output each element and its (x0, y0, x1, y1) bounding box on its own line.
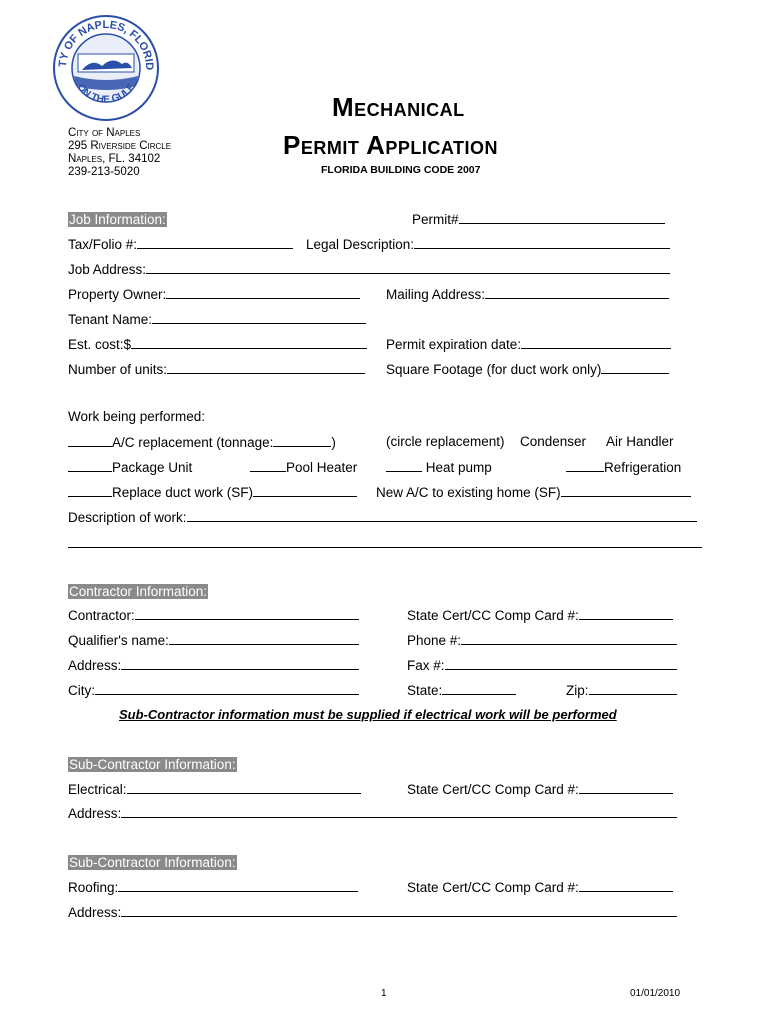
est-cost-label: Est. cost:$ (68, 337, 132, 352)
sub1-state-cert-label: State Cert/CC Comp Card #: (407, 782, 579, 797)
contractor-phone-field[interactable] (407, 632, 677, 648)
roofing-label: Roofing: (68, 880, 119, 895)
package-unit-field[interactable] (68, 459, 192, 475)
refrigeration-field[interactable] (566, 459, 681, 475)
electrical-field[interactable] (68, 781, 361, 797)
ac-replacement-field[interactable] (68, 434, 336, 450)
contractor-state-label: State: (407, 683, 443, 698)
number-of-units-field[interactable] (68, 361, 365, 377)
ac-replacement-label: A/C replacement (tonnage: (112, 435, 274, 450)
square-footage-field[interactable] (386, 361, 669, 377)
sub2-state-cert-label: State Cert/CC Comp Card #: (407, 880, 579, 895)
electrical-label: Electrical: (68, 782, 127, 797)
sub1-section-header: Sub-Contractor Information: (69, 757, 236, 772)
new-ac-field[interactable] (376, 484, 691, 500)
contractor-city-field[interactable] (68, 682, 359, 698)
permit-expiration-field[interactable] (386, 336, 671, 352)
replace-duct-label: Replace duct work (SF) (112, 485, 254, 500)
roofing-field[interactable] (68, 879, 358, 895)
permit-number-field[interactable] (412, 211, 665, 227)
permit-label: Permit# (412, 212, 459, 227)
job-address-field[interactable] (68, 261, 670, 277)
permit-expiration-label: Permit expiration date: (386, 337, 522, 352)
mailing-address-field[interactable] (386, 286, 669, 302)
city-name: City of Naples (68, 127, 141, 139)
mailing-address-label: Mailing Address: (386, 287, 486, 302)
contractor-state-field[interactable] (407, 682, 516, 698)
page-number: 1 (381, 988, 387, 999)
sub1-address-label: Address: (68, 806, 122, 821)
property-owner-label: Property Owner: (68, 287, 167, 302)
number-of-units-label: Number of units: (68, 362, 168, 377)
sub2-address-label: Address: (68, 905, 122, 920)
legal-description-field[interactable] (306, 236, 670, 252)
contractor-section-header: Contractor Information: (69, 584, 208, 599)
contractor-state-cert-field[interactable] (407, 607, 673, 623)
description-label: Description of work: (68, 510, 187, 525)
contractor-address-field[interactable] (68, 657, 359, 673)
ac-close-paren: ) (331, 435, 336, 450)
contractor-fax-label: Fax #: (407, 658, 445, 673)
heat-pump-field[interactable] (386, 459, 492, 475)
contractor-state-cert-label: State Cert/CC Comp Card #: (407, 608, 579, 623)
square-footage-label: Square Footage (for duct work only) (386, 362, 602, 377)
seal-top-text: TY OF NAPLES, FLORID (56, 18, 156, 71)
title-line-1: Mechanical (332, 92, 465, 122)
qualifier-label: Qualifier's name: (68, 633, 169, 648)
package-unit-label: Package Unit (112, 460, 193, 475)
property-owner-field[interactable] (68, 286, 360, 302)
tax-folio-field[interactable] (68, 236, 293, 252)
office-phone: 239-213-5020 (68, 166, 140, 178)
tenant-name-field[interactable] (68, 311, 366, 327)
work-heading: Work being performed: (68, 409, 206, 424)
subtitle: FLORIDA BUILDING CODE 2007 (321, 164, 481, 176)
seal-bottom-text: ON THE GULF (74, 81, 138, 106)
sub2-address-field[interactable] (68, 904, 677, 920)
contractor-address-label: Address: (68, 658, 122, 673)
contractor-city-label: City: (68, 683, 95, 698)
city-seal (52, 14, 160, 122)
pool-heater-field[interactable] (250, 459, 357, 475)
contractor-zip-field[interactable] (566, 682, 677, 698)
replace-duct-field[interactable] (68, 484, 357, 500)
est-cost-field[interactable] (68, 336, 367, 352)
description-line-2[interactable] (68, 547, 702, 548)
contractor-phone-label: Phone #: (407, 633, 462, 648)
city-state-zip: Naples, FL. 34102 (68, 153, 161, 165)
refrigeration-label: Refrigeration (604, 460, 682, 475)
condenser-option[interactable]: Condenser (520, 434, 587, 449)
air-handler-option[interactable]: Air Handler (606, 434, 674, 449)
street-address: 295 Riverside Circle (68, 140, 172, 152)
legal-description-label: Legal Description: (306, 237, 415, 252)
qualifier-name-field[interactable] (68, 632, 359, 648)
form-date: 01/01/2010 (630, 988, 681, 999)
heat-pump-label: Heat pump (425, 460, 492, 475)
tenant-name-label: Tenant Name: (68, 312, 153, 327)
job-section-header: Job Information: (69, 212, 166, 227)
sub2-state-cert-field[interactable] (407, 879, 673, 895)
pool-heater-label: Pool Heater (286, 460, 358, 475)
sub2-section-header: Sub-Contractor Information: (69, 855, 236, 870)
subcontractor-note: Sub-Contractor information must be supplied if electrical work will be performed (119, 707, 617, 722)
contractor-label: Contractor: (68, 608, 135, 623)
tax-folio-label: Tax/Folio #: (68, 237, 138, 252)
description-field[interactable] (68, 509, 697, 525)
contractor-name-field[interactable] (68, 607, 359, 623)
sub1-state-cert-field[interactable] (407, 781, 673, 797)
title-line-2: Permit Application (283, 130, 499, 160)
new-ac-label: New A/C to existing home (SF) (376, 485, 561, 500)
sub1-address-field[interactable] (68, 805, 677, 821)
circle-replacement-label: (circle replacement) (386, 434, 505, 449)
job-address-label: Job Address: (68, 262, 147, 277)
contractor-zip-label: Zip: (566, 683, 589, 698)
contractor-fax-field[interactable] (407, 657, 677, 673)
address-block (68, 127, 171, 179)
